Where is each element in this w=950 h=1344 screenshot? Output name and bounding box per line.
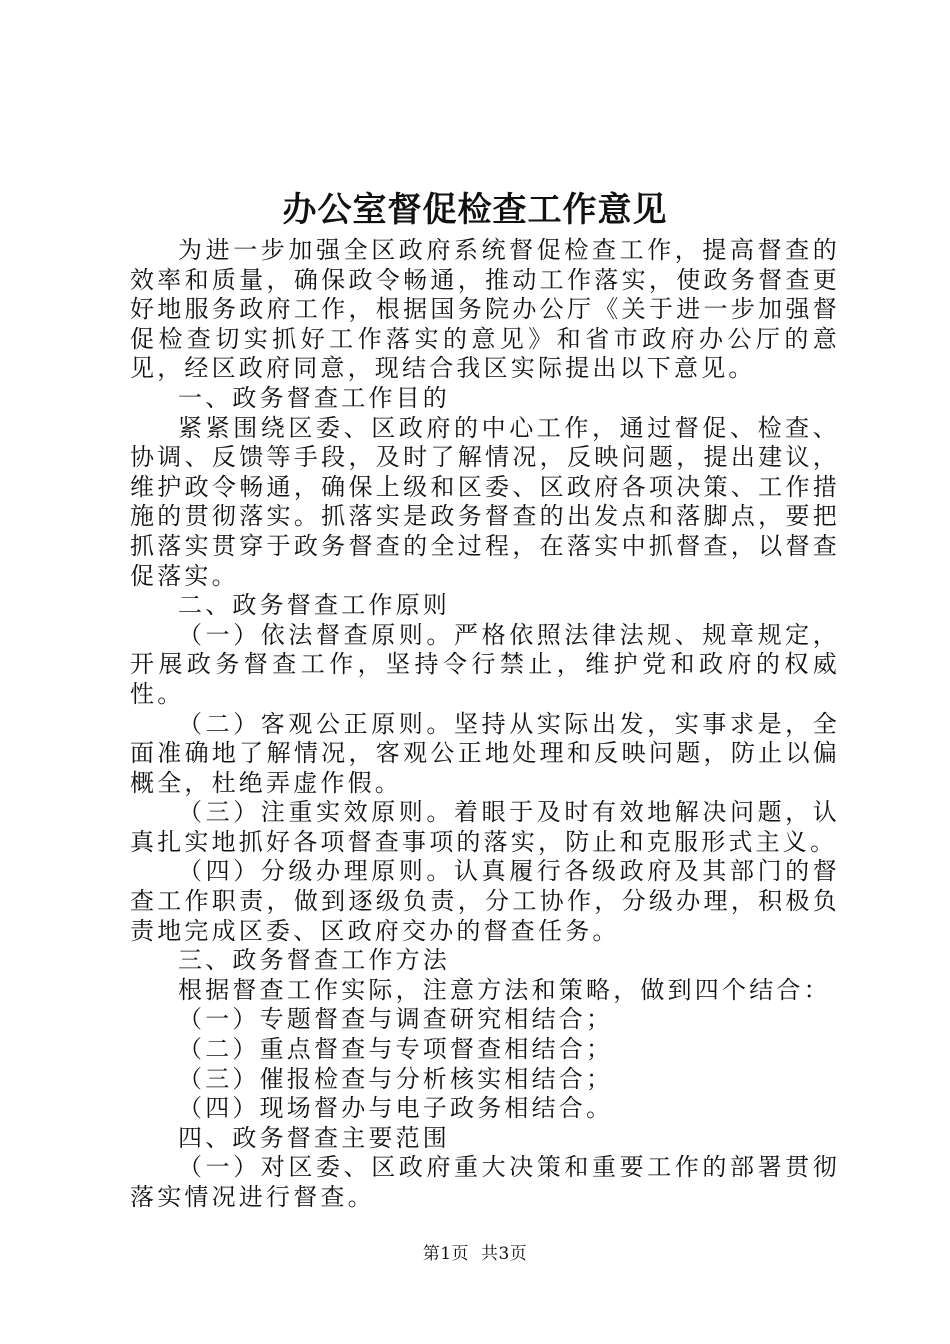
- document-body: [130, 236, 840, 1213]
- principle-item-2: （二）客观公正原则。坚持从实际出发，实事求是，全面准确地了解情况，客观公正地处理和反映问题，防止以偏概全，杜绝弄虚作假。: [130, 709, 840, 797]
- method-item-4: （四）现场督办与电子政务相结合。: [178, 1094, 614, 1123]
- page-total: 共3页: [480, 1244, 528, 1264]
- section-heading-1: 一、政务督查工作目的: [178, 383, 450, 412]
- principle-item-1: （一）依法督查原则。严格依照法律法规、规章规定，开展政务督查工作，坚持令行禁止，维护党和政府的权威性。: [130, 620, 840, 708]
- document-title: 办公室督促检查工作意见: [282, 190, 668, 230]
- principle-item-3: （三）注重实效原则。着眼于及时有效地解决问题，认真扎实地抓好各项督查事项的落实，防止和克服形式主义。: [130, 798, 840, 856]
- section-heading-2: 二、政务督查工作原则: [178, 591, 450, 620]
- method-item-3: （三）催报检查与分析核实相结合；: [178, 1064, 614, 1093]
- section-1-paragraph: 紧紧围绕区委、区政府的中心工作，通过督促、检查、协调、反馈等手段，及时了解情况，反映问题，提出建议，维护政令畅通，确保上级和区委、区政府各项决策、工作措施的贯彻落实。抓落实是政务督查的出发点和落脚点，要把抓落实贯穿于政务督查的全过程，在落实中抓督查，以督查促落实。: [130, 413, 840, 590]
- page-footer: [0, 1243, 950, 1265]
- section-3-intro: 根据督查工作实际，注意方法和策略，做到四个结合：: [178, 975, 831, 1004]
- method-item-2: （二）重点督查与专项督查相结合；: [178, 1035, 614, 1064]
- page-number: 第1页: [422, 1244, 470, 1264]
- scope-item-1: （一）对区委、区政府重大决策和重要工作的部署贯彻落实情况进行督查。: [130, 1153, 840, 1211]
- section-heading-4: 四、政务督查主要范围: [178, 1123, 450, 1152]
- method-item-1: （一）专题督查与调查研究相结合；: [178, 1005, 614, 1034]
- section-heading-3: 三、政务督查工作方法: [178, 946, 450, 975]
- intro-paragraph: 为进一步加强全区政府系统督促检查工作，提高督查的效率和质量，确保政令畅通，推动工作落实，使政务督查更好地服务政府工作，根据国务院办公厅《关于进一步加强督促检查切实抓好工作落实的意见》和省市政府办公厅的意见，经区政府同意，现结合我区实际提出以下意见。: [130, 236, 840, 383]
- principle-item-4: （四）分级办理原则。认真履行各级政府及其部门的督查工作职责，做到逐级负责，分工协作，分级办理，积极负责地完成区委、区政府交办的督查任务。: [130, 857, 840, 945]
